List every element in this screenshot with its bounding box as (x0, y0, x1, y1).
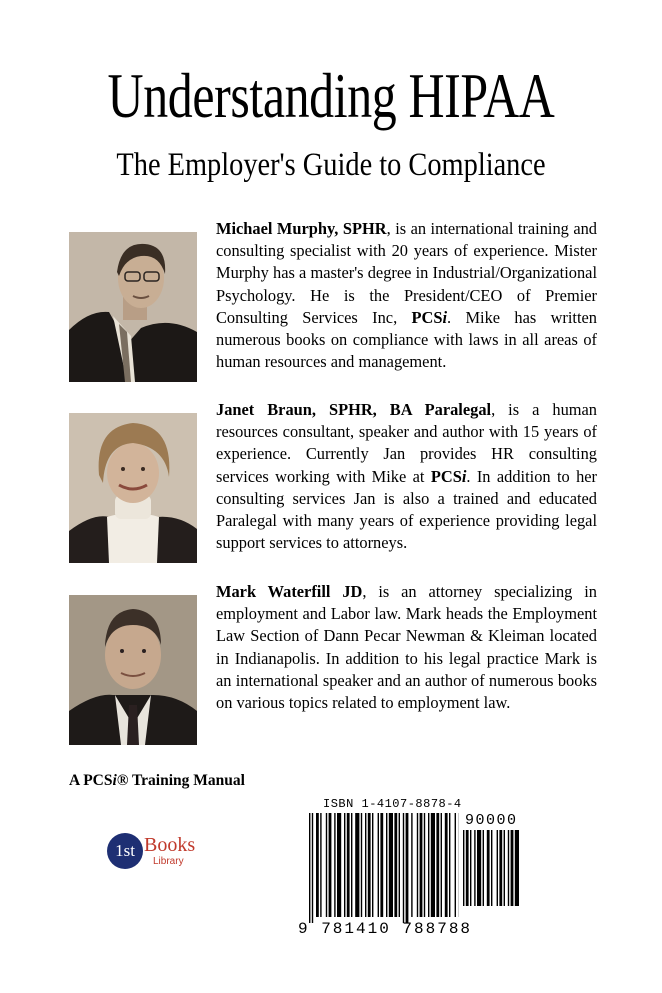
author-name: Michael Murphy, SPHR (216, 219, 387, 238)
author-bio-janet-braun (216, 399, 597, 554)
company-name: PCS (411, 307, 443, 327)
series-line (69, 772, 245, 790)
publisher-logo (107, 828, 207, 876)
logo-name: Books (144, 834, 196, 856)
author-photo-mark-waterfill (69, 595, 197, 745)
addon-digits: 90000 (465, 812, 518, 829)
addon-barcode (463, 830, 520, 912)
author-bio-text: . Mike has written numerous books on compliance with laws in all areas of human resources and management. (216, 307, 597, 372)
ean-digits: 9 781410 788788 (298, 920, 473, 938)
author-bio-mark-waterfill (216, 581, 597, 714)
author-name: Mark Waterfill JD (216, 582, 363, 601)
company-name-italic: i (461, 466, 467, 486)
book-subtitle: The Employer's Guide to Compliance (116, 147, 546, 183)
series-prefix: A PCS (69, 772, 113, 789)
author-photo-janet-braun (69, 413, 197, 563)
author-bio-text: , is a human resources consultant, speaker and author with 15 years of experience. Currently Jan provides HR consulting services working with Mike at (216, 400, 597, 486)
author-bio-michael-murphy (216, 218, 597, 373)
book-title: Understanding HIPAA (107, 60, 555, 131)
isbn-label: ISBN 1-4107-8878-4 (323, 797, 462, 811)
author-bio-text: , is an attorney specializing in employment and Labor law. Mark heads the Employment Law Section of Dann Pecar Newman & Kleiman located in Indianapolis. In addition to his legal practice Mark is an international speaker and an author of numerous books on various topics related to employment law. (216, 582, 597, 713)
series-italic: i (112, 772, 117, 789)
author-name: Janet Braun, SPHR, BA Paralegal (216, 400, 492, 419)
author-photo-michael-murphy (69, 232, 197, 382)
logo-sub: Library (153, 856, 184, 867)
ean-barcode (309, 813, 459, 923)
company-name-italic: i (442, 307, 448, 327)
series-suffix: ® Training Manual (116, 772, 245, 789)
author-bio-text: . In addition to her consulting services Jan is also a trained and educated Paralegal with many years of experience providing legal support services to attorneys. (216, 466, 597, 553)
company-name: PCS (430, 466, 462, 486)
logo-mark: 1st (107, 833, 143, 869)
author-bio-text: , is an international training and consulting specialist with 20 years of experience. Mister Murphy has a master's degree in Industrial/Organizational Psychology. He is the President/CEO of Premier Consulting Services Inc, (216, 219, 597, 327)
